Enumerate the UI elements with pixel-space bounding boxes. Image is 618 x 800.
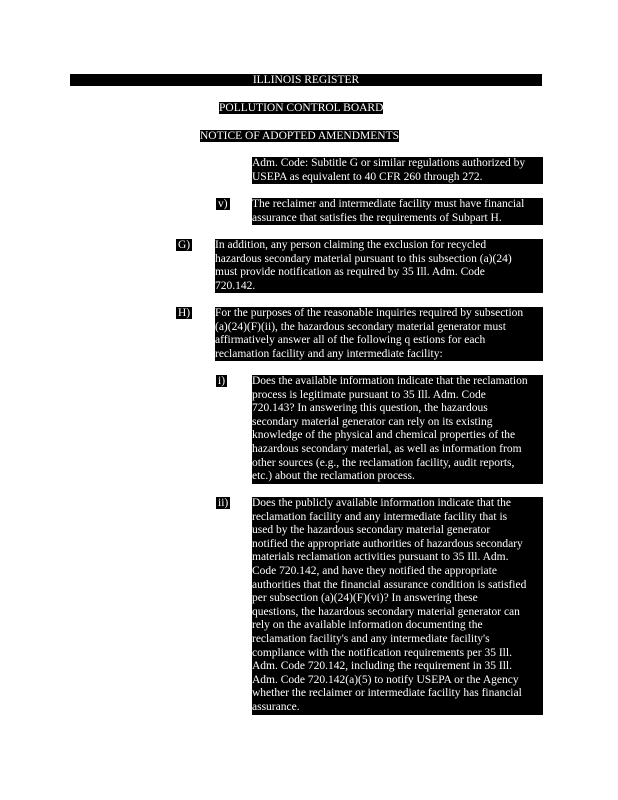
text-line: assurance. [252, 700, 300, 713]
text-line: etc.) about the reclamation process. [252, 470, 415, 483]
text-line: 720.142. [215, 279, 256, 292]
register-header: ILLINOIS REGISTER [70, 74, 542, 86]
text-line: authorities that the financial assurance condition is satisfied [252, 578, 527, 591]
text-line: notified the appropriate authorities of hazardous secondary [252, 537, 523, 550]
text-line: Adm. Code 720.142(a)(5) to notify USEPA or the Agency [252, 673, 519, 686]
continued-paragraph [252, 157, 543, 184]
text-line: (a)(24)(F)(ii), the hazardous secondary material generator must [215, 320, 506, 333]
item-label-H: H) [178, 307, 191, 319]
text-line: whether the reclaimer or intermediate facility has financial [252, 687, 522, 700]
paragraph-i [252, 375, 543, 484]
text-line: other sources (e.g., the reclamation facility, audit reports, [252, 456, 515, 469]
paragraph-G [215, 239, 543, 293]
text-line: reclamation facility and any intermediate facility: [215, 347, 443, 360]
text-line: affirmatively answer all of the following q estions for each [215, 334, 486, 347]
item-label-ii: ii) [218, 497, 229, 509]
text-line: In addition, any person claiming the exclusion for recycled [215, 239, 487, 251]
text-line: Adm. Code 720.142, including the requirement in 35 Ill. [252, 660, 512, 673]
text-line: hazardous secondary material, as well as information from [252, 442, 522, 455]
text-line: 720.143? In answering this question, the hazardous [252, 402, 488, 415]
text-line: hazardous secondary material pursuant to this subsection (a)(24) [215, 252, 512, 265]
item-label-G: G) [178, 239, 191, 251]
text-line: knowledge of the physical and chemical properties of the [252, 429, 516, 442]
text-line: secondary material generator can rely on its existing [252, 415, 493, 428]
text-line: For the purposes of the reasonable inquiries required by subsection [215, 307, 524, 319]
text-line: The reclaimer and intermediate facility must have financial [252, 198, 525, 210]
text-line: questions, the hazardous secondary material generator can [252, 605, 520, 618]
text-line: assurance that satisfies the requirements of Subpart H. [252, 211, 502, 224]
text-line: must provide notification as required by 35 Ill. Adm. Code [215, 266, 485, 279]
text-line: process is legitimate pursuant to 35 Ill. Adm. Code [252, 388, 486, 401]
paragraph-v [252, 198, 543, 225]
paragraph-ii [252, 497, 543, 715]
text-line: used by the hazardous secondary material generator [252, 524, 491, 537]
text-line: reclamation facility's and any intermediate facility's [252, 632, 490, 645]
notice-title: NOTICE OF ADOPTED AMENDMENTS [200, 130, 400, 142]
item-label-v: v) [218, 198, 228, 210]
text-line: per subsection (a)(24)(F)(vi)? In answering these [252, 592, 478, 605]
text-line: Does the publicly available information indicate that the [252, 497, 511, 509]
text-line: rely on the available information documenting the [252, 619, 483, 632]
text-line: Does the available information indicate that the reclamation [252, 375, 528, 387]
text-line: materials reclamation activities pursuant to 35 Ill. Adm. [252, 551, 509, 564]
text-line: USEPA as equivalent to 40 CFR 260 through 272. [252, 170, 483, 183]
text-line: reclamation facility and any intermediate facility that is [252, 510, 508, 523]
text-line: Adm. Code: Subtitle G or similar regulations authorized by [252, 157, 526, 169]
board-title: POLLUTION CONTROL BOARD [219, 102, 384, 114]
item-label-i: i) [218, 375, 226, 387]
text-line: Code 720.142, and have they notified the appropriate [252, 564, 497, 577]
text-line: compliance with the notification requirements per 35 Ill. [252, 646, 512, 659]
paragraph-H [215, 307, 543, 361]
